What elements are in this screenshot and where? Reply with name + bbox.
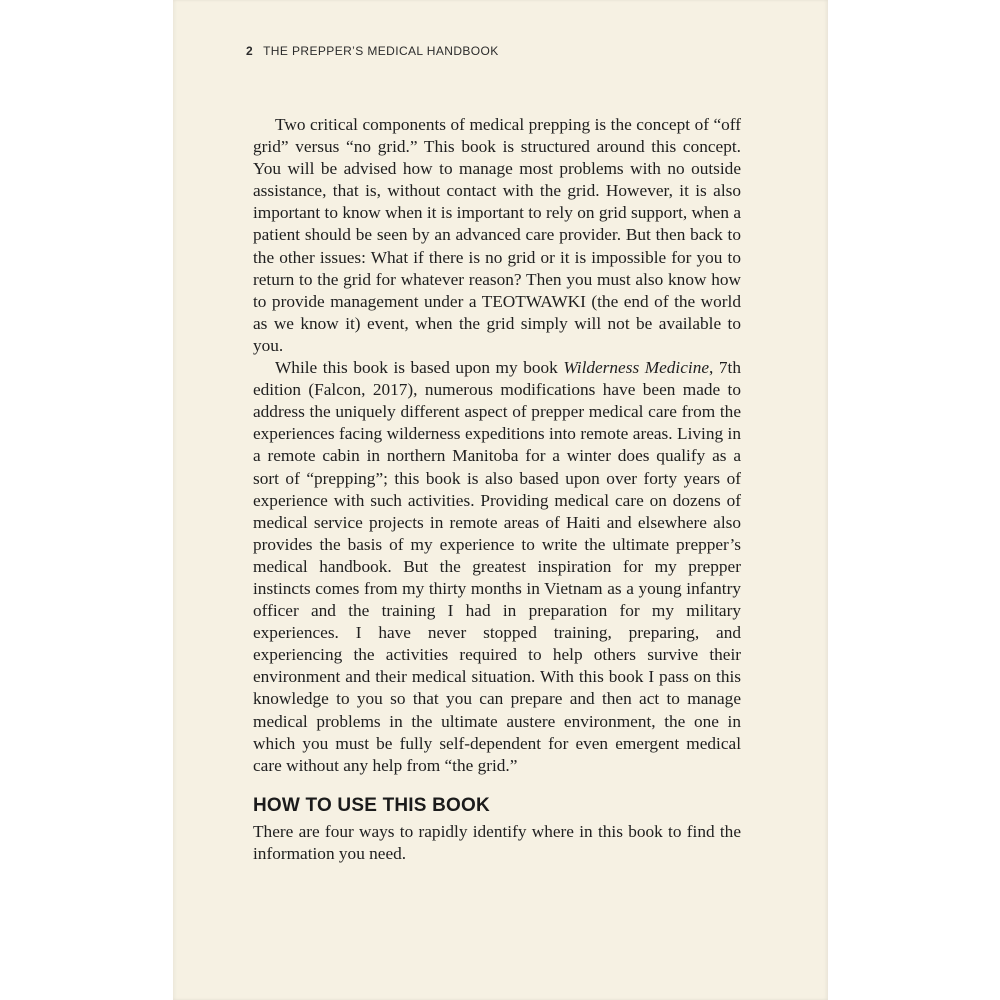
page-number: 2 xyxy=(246,44,254,58)
paragraph-2 xyxy=(253,357,741,777)
paragraph-1: Two critical components of medical prepping is the concept of “off grid” versus “no grid.” This book is structured around this concept. You will be advised how to manage most problems with no outside assistance, that is, without contact with the grid. However, it is also important to know when it is important to rely on grid support, when a patient should be seen by an advanced care provider. But then back to the other issues: What if there is no grid or it is impossible for you to return to the grid for whatever reason? Then you must also know how to provide management under a TEOTWAWKI (the end of the world as we know it) event, when the grid simply will not be available to you. xyxy=(253,115,741,355)
book-title-italic: Wilderness Medicine xyxy=(563,358,710,378)
running-title: THE PREPPER’S MEDICAL HANDBOOK xyxy=(263,44,499,58)
running-head xyxy=(246,44,499,58)
book-page xyxy=(173,0,828,1000)
paragraph-2-start: While this book is based upon my book xyxy=(275,358,564,378)
paragraph-2-rest: , 7th edition (Falcon, 2017), numerous modifications have been made to address the uniquely different aspect of prepper medical care from the experiences facing wilderness expeditions into remote areas. Living in a remote cabin in northern Manitoba for a winter does qualify as a sort of “prepping”; this book is also based upon over forty years of experience with such activities. Providing medical care on dozens of medical service projects in remote areas of Haiti and elsewhere also provides the basis of my experience to write the ultimate prepper’s medical handbook. But the greatest inspiration for my prepper instincts comes from my thirty months in Vietnam as a young infantry officer and the training I had in preparation for my military experiences. I have never stopped training, preparing, and experiencing the activities required to help others survive their environment and their medical situation. With this book I pass on this knowledge to you so that you can prepare and then act to manage medical problems in the ultimate austere environment, the one in which you must be fully self-dependent for even emergent medical care without any help from “the grid.” xyxy=(253,358,741,775)
paragraph-3: There are four ways to rapidly identify where in this book to find the information you need. xyxy=(253,821,741,863)
section-heading: HOW TO USE THIS BOOK xyxy=(253,794,490,816)
body-text xyxy=(253,114,741,865)
